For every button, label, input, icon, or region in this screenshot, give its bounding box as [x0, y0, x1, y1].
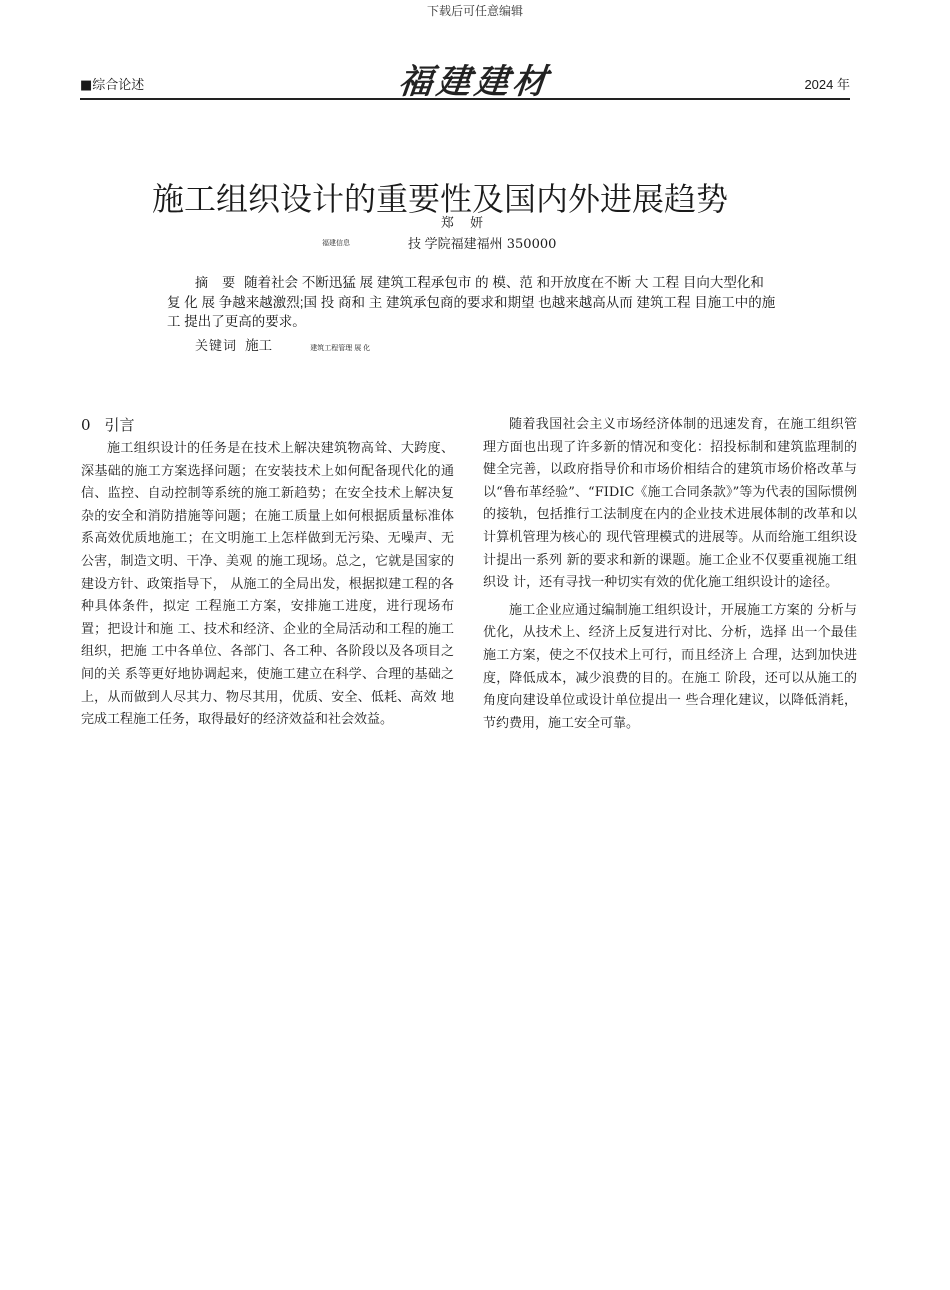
article-title: 施工组织设计的重要性及国内外进展趋势 [151, 180, 728, 219]
header-divider [80, 98, 850, 100]
section-label: ■综合论述 [80, 78, 145, 93]
journal-logo: 福建建材 [396, 62, 553, 102]
section-number: 0 [81, 416, 91, 434]
abstract-block [167, 273, 777, 331]
keyword-secondary: 建筑工程管理 展 化 [310, 345, 371, 352]
body-column-left [81, 414, 454, 732]
section-title: 引言 [104, 416, 135, 434]
body-paragraph: 施工企业应通过编制施工组织设计，开展施工方案的 分析与优化，从技术上、经济上反复进行对比、分析，选择 出一个最佳施工方案，使之不仅技术上可行，而且经济上 合理，达到加快进度，降低成本，减少浪费的目的。在施工 阶段，还可以从施工的角度向建设单位或设计单位提出一 些合理化建议，以降低消耗，节约费用，施工安全可靠。 [483, 602, 857, 731]
issue-year: 2024 年 [804, 77, 850, 92]
affiliation [408, 233, 556, 252]
download-note: 下载后可任意编辑 [426, 4, 523, 18]
keyword-primary: 施工 [245, 338, 273, 353]
author-name: 郑 妍 [440, 216, 490, 231]
body-paragraph: 施工组织设计的任务是在技术上解决建筑物高耸、大跨度、深基础的施工方案选择问题；在安装技术上如何配备现代化的通信、监控、自动控制等系统的施工新趋势；在安全技术上解决复杂的安全和消防措施等问题；在施工质量上如何根据质量标准体系高效优质地施工；在文明施工上怎样做到无污染、无噪声、无公害，制造文明、干净、美观 的施工现场。总之，它就是国家的建设方针、政策指导下， 从施工的全局出发，根据拟建工程的各种具体条件，拟定 工程施工方案，安排施工进度，进行现场布置；把设计和施 工、技术和经济、企业的全局活动和工程的施工组织，把施 工中各单位、各部门、各工种、各阶段以及各项目之间的关 系等更好地协调起来，使施工建立在科学、合理的基础之 上，从而做到人尽其力、物尽其用，优质、安全、低耗、高效 地完成工程施工任务，取得最好的经济效益和社会效益。 [81, 441, 454, 728]
section-heading [81, 414, 454, 436]
keywords-label: 关键词 [195, 339, 238, 354]
abstract-text: 随着社会 不断迅猛 展 建筑工程承包市 的 模、范 和开放度在不断 大 工程 目向大型化和复 化 展 争越来越激烈;国 投 商和 主 建筑承包商的要求和期望 也越来越高从而 建筑工程 目施工中的施工 提出了更高的要求。 [167, 275, 776, 329]
affiliation-postcode: 350000 [506, 237, 557, 252]
keywords-block [195, 334, 370, 354]
affiliation-main: 技 学院福建福州 [408, 236, 503, 251]
abstract-label: 摘 要 [195, 276, 241, 291]
body-paragraph: 随着我国社会主义市场经济体制的迅速发育，在施工组织管理方面也出现了许多新的情况和变化：招投标制和建筑监理制的健全完善，以政府指导价和市场价相结合的建筑市场价格改革与以“鲁布革经验”、“FIDIC《施工合同条款》”等为代表的国际惯例的接轨，包括推行工法制度在内的企业技术进展体制的改革和以计算机管理为核心的 现代管理模式的进展等。从而给施工组织设计提出一系列 新的要求和新的课题。施工企业不仅要重视施工组织设 计，还有寻找一种切实有效的优化施工组织设计的途径。 [483, 417, 857, 591]
affiliation-small-text: 福建信息 [322, 240, 350, 247]
body-column-right [483, 414, 857, 735]
